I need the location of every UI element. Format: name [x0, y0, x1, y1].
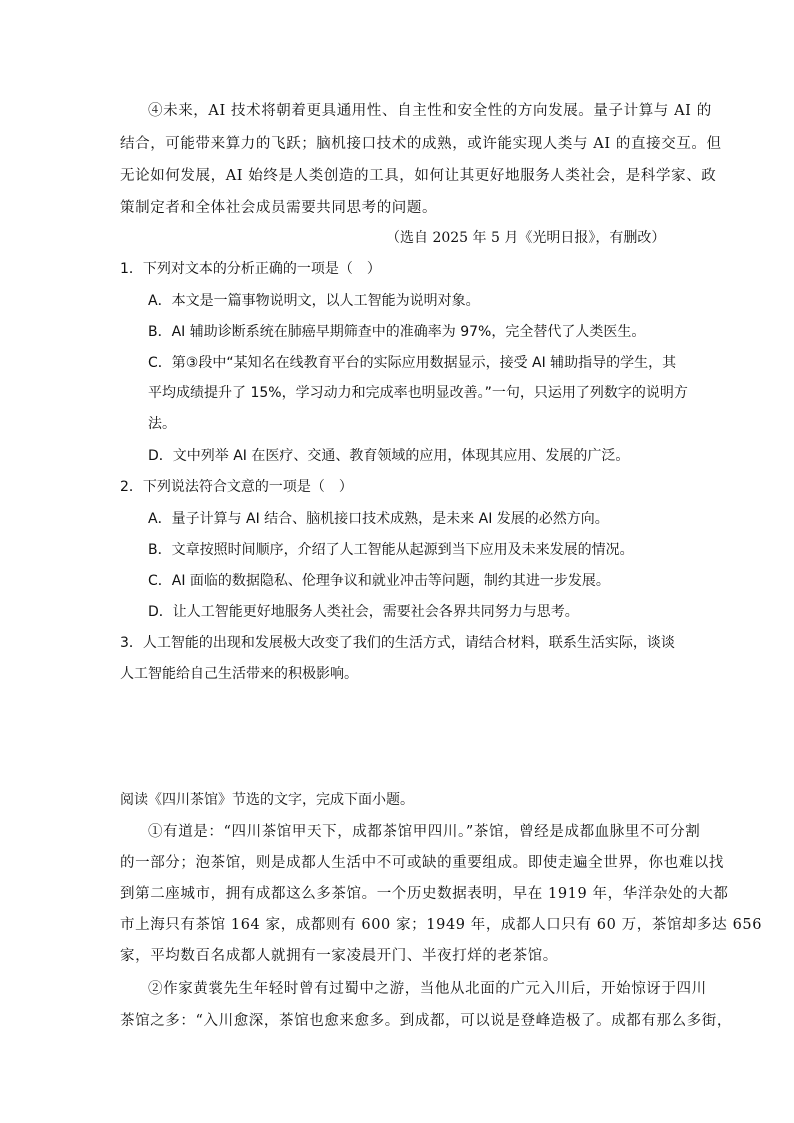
question-3-line-2: 人工智能给自己生活带来的积极影响。	[120, 666, 358, 682]
question-2-option-b: B．文章按照时间顺序，介绍了人工智能从起源到当下应用及未来发展的情况。	[148, 542, 634, 558]
section2-para1-line-4: 市上海只有茶馆 164 家，成都则有 600 家；1949 年，成都人口只有 60 万，茶馆却多达 656	[120, 917, 763, 933]
question-1-option-c-line-1: C．第③段中“某知名在线教育平台的实际应用数据显示，接受 AI 辅助指导的学生，其	[148, 355, 677, 371]
passage1-line-2: 结合，可能带来算力的飞跃；脑机接口技术的成熟，或许能实现人类与 AI 的直接交互。但	[120, 136, 722, 152]
section2-para1-line-2: 的一部分；泡茶馆，则是成都人生活中不可或缺的重要组成。即使走遍全世界，你也难以找	[120, 855, 724, 871]
question-2-option-c: C．AI 面临的数据隐私、伦理争议和就业冲击等问题，制约其进一步发展。	[148, 573, 610, 589]
question-1-option-a: A．本文是一篇事物说明文，以人工智能为说明对象。	[148, 293, 480, 309]
section2-para1-line-1: ①有道是：“四川茶馆甲天下，成都茶馆甲四川。”茶馆，曾经是成都血脉里不可分割	[148, 824, 701, 840]
section2-para1-line-3: 到第二座城市，拥有成都这么多茶馆。一个历史数据表明，早在 1919 年，华洋杂处的大都	[120, 886, 729, 902]
passage1-source: （选自 2025 年 5 月《光明日报》，有删改）	[386, 230, 666, 246]
question-1-option-d: D．文中列举 AI 在医疗、交通、教育领域的应用，体现其应用、发展的广泛。	[148, 448, 630, 464]
question-1-option-b: B．AI 辅助诊断系统在肺癌早期筛查中的准确率为 97%，完全替代了人类医生。	[148, 324, 646, 340]
question-2-option-d: D．让人工智能更好地服务人类社会，需要社会各界共同努力与思考。	[148, 604, 579, 620]
section2-para2-line-1: ②作家黄裳先生年轻时曾有过蜀中之游，当他从北面的广元入川后，开始惊讶于四川	[148, 981, 707, 997]
section2-para1-line-5: 家，平均数百名成都人就拥有一家凌晨开门、半夜打烊的老茶馆。	[120, 948, 558, 964]
question-2-stem: 2．下列说法符合文意的一项是（ ）	[120, 479, 353, 495]
passage1-line-1: ④未来，AI 技术将朝着更具通用性、自主性和安全性的方向发展。量子计算与 AI 的	[148, 103, 712, 119]
question-2-option-a: A．量子计算与 AI 结合、脑机接口技术成熟，是未来 AI 发展的必然方向。	[148, 511, 609, 527]
passage1-line-3: 无论如何发展，AI 始终是人类创造的工具，如何让其更好地服务人类社会，是科学家、政	[120, 168, 717, 184]
question-1-option-c-line-3: 法。	[148, 416, 176, 432]
passage1-line-4: 策制定者和全体社会成员需要共同思考的问题。	[120, 200, 438, 216]
question-1-stem: 1．下列对文本的分析正确的一项是（ ）	[120, 261, 381, 277]
question-1-option-c-line-2: 平均成绩提升了 15%，学习动力和完成率也明显改善。”一句，只运用了列数字的说明方	[148, 385, 688, 401]
section2-intro: 阅读《四川茶馆》节选的文字，完成下面小题。	[120, 792, 414, 808]
question-3-line-1: 3．人工智能的出现和发展极大改变了我们的生活方式，请结合材料，联系生活实际，谈谈	[120, 635, 675, 651]
section2-para2-line-2: 茶馆之多：“入川愈深，茶馆也愈来愈多。到成都，可以说是登峰造极了。成都有那么多街，	[120, 1013, 733, 1029]
